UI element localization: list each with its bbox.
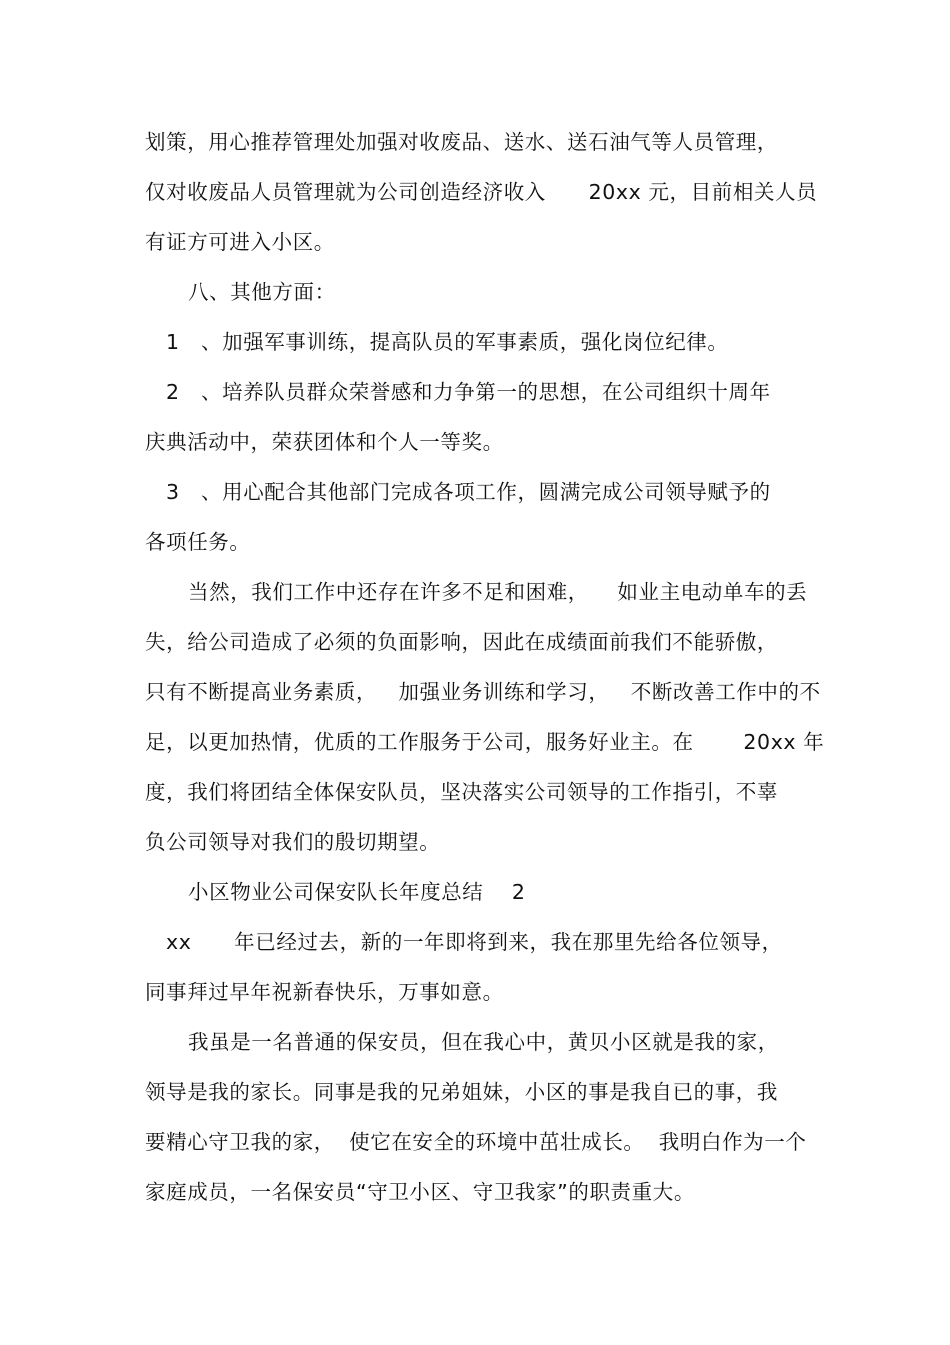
document-subtitle: 小区物业公司保安队长年度总结 2 (188, 880, 526, 904)
text-line: 庆典活动中，荣获团体和个人一等奖。 (145, 430, 504, 454)
text-line: 负公司领导对我们的殷切期望。 (145, 830, 441, 854)
section-heading: 八、其他方面： (188, 280, 336, 304)
list-item: 3 、用心配合其他部门完成各项工作，圆满完成公司领导赋予的 (166, 480, 771, 504)
text-line: 有证方可进入小区。 (145, 230, 335, 254)
text-line: 要精心守卫我的家， 使它在安全的环境中茁壮成长。 我明白作为一个 (145, 1130, 807, 1154)
text-line: 失，给公司造成了必须的负面影响，因此在成绩面前我们不能骄傲， (145, 630, 778, 654)
list-item: 1 、加强军事训练，提高队员的军事素质，强化岗位纪律。 (166, 330, 729, 354)
text-line: 各项任务。 (145, 530, 251, 554)
paragraph-start: xx 年已经过去，新的一年即将到来，我在那里先给各位领导， (166, 930, 783, 954)
text-line: 家庭成员，一名保安员“守卫小区、守卫我家”的职责重大。 (145, 1180, 695, 1204)
text-line: 度，我们将团结全体保安队员，坚决落实公司领导的工作指引，不辜 (145, 780, 778, 804)
text-line: 划策，用心推荐管理处加强对收废品、送水、送石油气等人员管理， (145, 130, 778, 154)
paragraph-start: 当然，我们工作中还存在许多不足和困难， 如业主电动单车的丢 (188, 580, 808, 604)
text-line: 领导是我的家长。同事是我的兄弟姐妹，小区的事是我自已的事，我 (145, 1080, 778, 1104)
text-line: 足，以更加热情，优质的工作服务于公司，服务好业主。在 20xx 年 (145, 730, 825, 754)
list-item: 2 、培养队员群众荣誉感和力争第一的思想，在公司组织十周年 (166, 380, 771, 404)
text-line: 同事拜过早年祝新春快乐，万事如意。 (145, 980, 504, 1004)
text-line: 只有不断提高业务素质， 加强业务训练和学习， 不断改善工作中的不 (145, 680, 821, 704)
text-line: 仅对收废品人员管理就为公司创造经济收入 20xx 元，目前相关人员 (145, 180, 818, 204)
paragraph-start: 我虽是一名普通的保安员，但在我心中，黄贝小区就是我的家， (188, 1030, 779, 1054)
